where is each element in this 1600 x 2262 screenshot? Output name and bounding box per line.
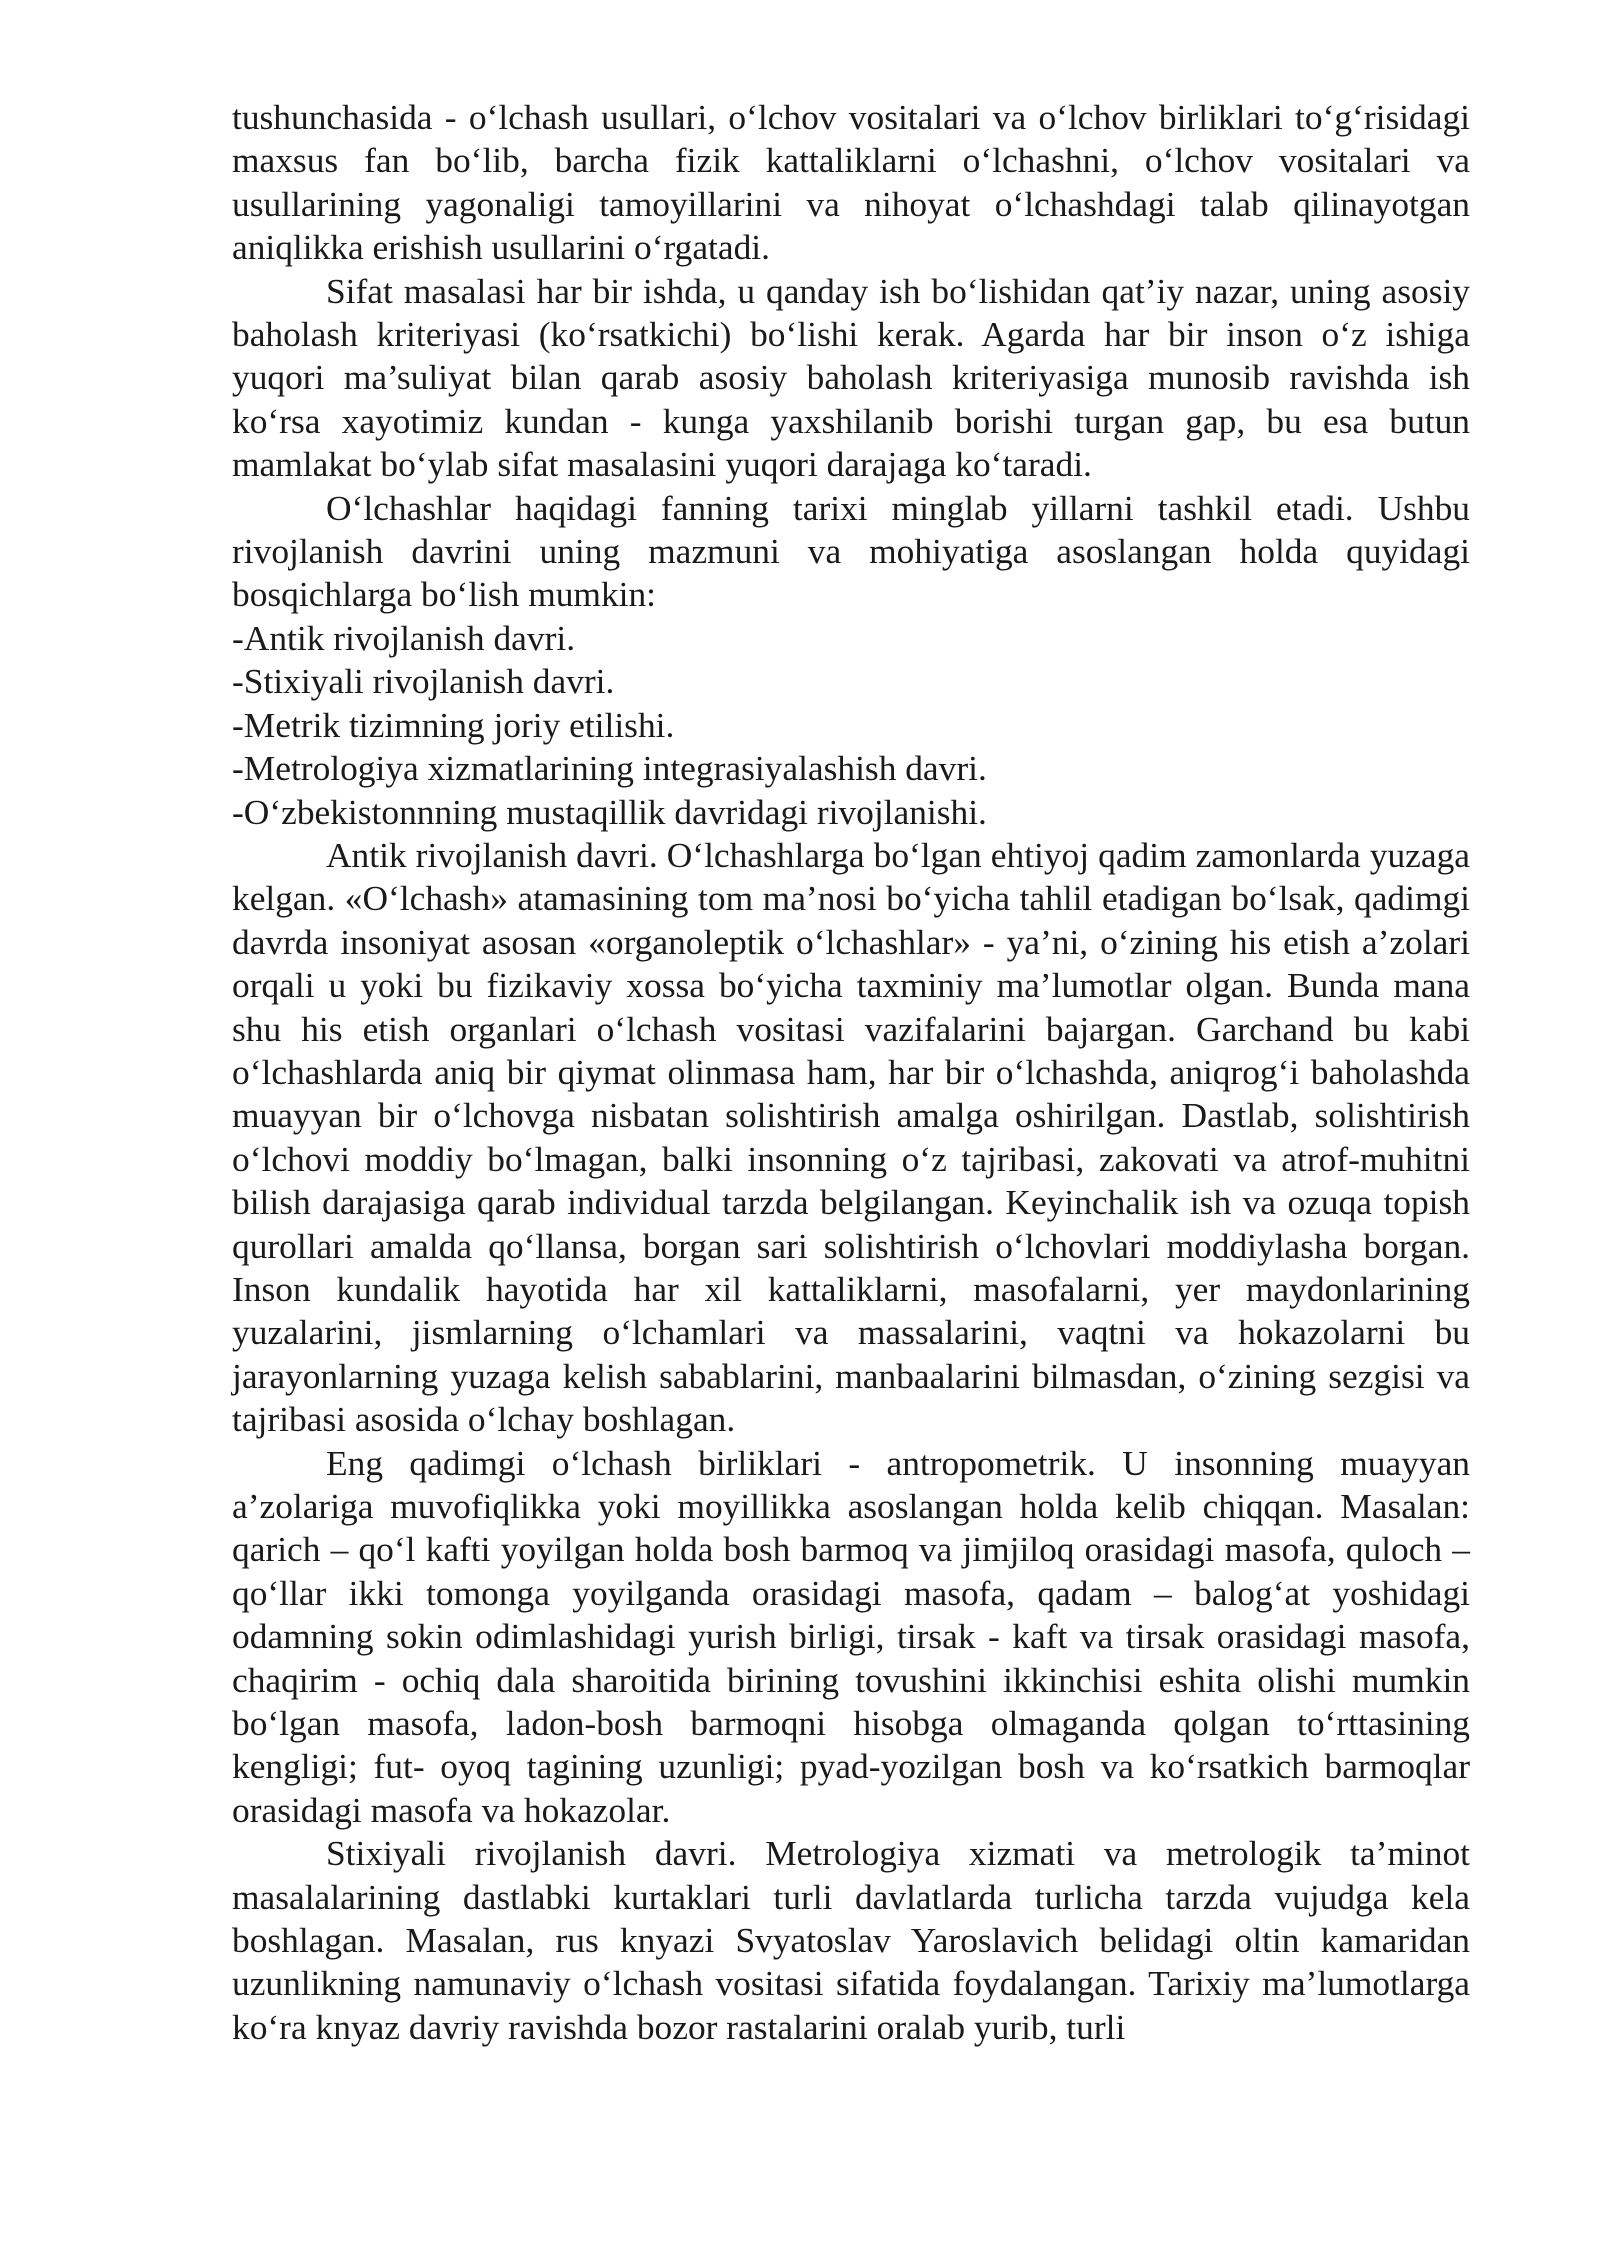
document-page bbox=[232, 96, 1470, 2049]
list-item: -Metrologiya xizmatlarining integrasiyalashish davri. bbox=[232, 748, 987, 789]
paragraph-spontaneous-period: Stixiyali rivojlanish davri. Metrologiya xizmati va metrologik ta’minot masalalarining dastlabki kurtaklari turli davlatlarda turlicha tarzda vujudga kela boshlagan. Masalan, rus knyazi Svyatoslav Yaroslavich belidagi oltin kamaridan uzunlikning namunaviy o‘lchash vositasi sifatida foydalangan. Tarixiy ma’lumotlarga ko‘ra knyaz davriy ravishda bozor rastalarini oralab yurib, turli bbox=[232, 1833, 1470, 2047]
list-item: -Antik rivojlanish davri. bbox=[232, 617, 576, 658]
list-item: -Stixiyali rivojlanish davri. bbox=[232, 661, 615, 702]
paragraph-antique-period: Antik rivojlanish davri. O‘lchashlarga bo‘lgan ehtiyoj qadim zamonlarda yuzaga kelgan. «O‘lchash» atamasining tom ma’nosi bo‘yicha tahlil etadigan bo‘lsak, qadimgi davrda insoniyat asosan «organoleptik o‘lchashlar» - ya’ni, o‘zining his etish a’zolari orqali u yoki bu fizikaviy xossa bo‘yicha taxminiy ma’lumotlar olgan. Bunda mana shu his etish organlari o‘lchash vositasi vazifalarini bajargan. Garchand bu kabi o‘lchashlarda aniq bir qiymat olinmasa ham, har bir o‘lchashda, aniqrog‘i baholashda muayyan bir o‘lchovga nisbatan solishtirish amalga oshirilgan. Dastlab, solishtirish o‘lchovi moddiy bo‘lmagan, balki insonning o‘z tajribasi, zakovati va atrof-muhitni bilish darajasiga qarab individual tarzda belgilangan. Keyinchalik ish va ozuqa topish qurollari amalda qo‘llansa, borgan sari solishtirish o‘lchovlari moddiylasha borgan. Inson kundalik hayotida har xil kattaliklarni, masofalarni, yer maydonlarining yuzalarini, jismlarning o‘lchamlari va massalarini, vaqtni va hokazolarni bu jarayonlarning yuzaga kelish sabablarini, manbaalarini bilmasdan, o‘zining sezgisi va tajribasi asosida o‘lchay boshlagan. bbox=[232, 834, 1470, 1440]
stages-list bbox=[232, 617, 1470, 834]
paragraph-history: O‘lchashlar haqidagi fanning tarixi minglab yillarni tashkil etadi. Ushbu rivojlanish davrini uning mazmuni va mohiyatiga asoslangan holda quyidagi bosqichlarga bo‘lish mumkin: bbox=[232, 487, 1470, 615]
paragraph-intro-continuation: tushunchasida - o‘lchash usullari, o‘lchov vositalari va o‘lchov birliklari to‘g‘risidagi maxsus fan bo‘lib, barcha fizik kattaliklarni o‘lchashni, o‘lchov vositalari va usullarining yagonaligi tamoyillarini va nihoyat o‘lchashdagi talab qilinayotgan aniqlikka erishish usullarini o‘rgatadi. bbox=[232, 97, 1470, 268]
list-item: -Metrik tizimning joriy etilishi. bbox=[232, 704, 675, 745]
paragraph-quality: Sifat masalasi har bir ishda, u qanday ish bo‘lishidan qat’iy nazar, uning asosiy baholash kriteriyasi (ko‘rsatkichi) bo‘lishi kerak. Agarda har bir inson o‘z ishiga yuqori ma’suliyat bilan qarab asosiy baholash kriteriyasiga munosib ravishda ish ko‘rsa xayotimiz kundan - kunga yaxshilanib borishi turgan gap, bu esa butun mamlakat bo‘ylab sifat masalasini yuqori darajaga ko‘taradi. bbox=[232, 270, 1470, 485]
paragraph-anthropometric-units: Eng qadimgi o‘lchash birliklari - antropometrik. U insonning muayyan a’zolariga muvofiqlikka yoki moyillikka asoslangan holda kelib chiqqan. Masalan: qarich – qo‘l kafti yoyilgan holda bosh barmoq va jimjiloq orasidagi masofa, quloch – qo‘llar ikki tomonga yoyilganda orasidagi masofa, qadam – balog‘at yoshidagi odamning sokin odimlashidagi yurish birligi, tirsak - kaft va tirsak orasidagi masofa, chaqirim - ochiq dala sharoitida birining tovushini ikkinchisi eshita olishi mumkin bo‘lgan masofa, ladon-bosh barmoqni hisobga olmaganda qolgan to‘rttasining kengligi; fut- oyoq tagining uzunligi; pyad-yozilgan bosh va ko‘rsatkich barmoqlar orasidagi masofa va hokazolar. bbox=[232, 1442, 1470, 1830]
list-item: -O‘zbekistonnning mustaqillik davridagi rivojlanishi. bbox=[232, 791, 987, 832]
